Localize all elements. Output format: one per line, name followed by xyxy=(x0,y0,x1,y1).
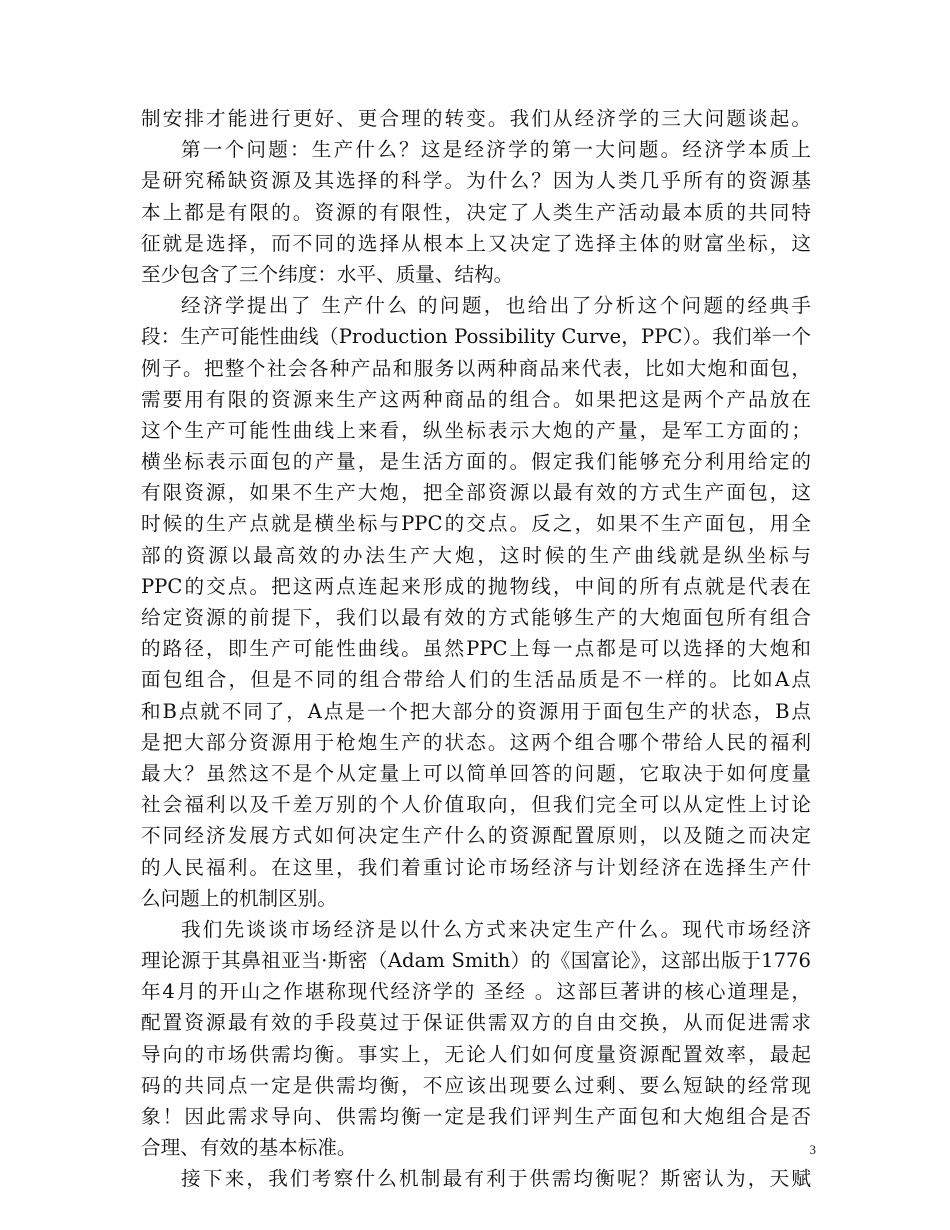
text-line: 的路径，即生产可能性曲线。虽然PPC上每一点都是可以选择的大炮和 xyxy=(141,637,811,661)
text-line: 需要用有限的资源来生产这两种商品的组合。如果把这是两个产品放在 xyxy=(141,387,811,411)
text-line: 社会福利以及千差万别的个人价值取向，但我们完全可以从定性上讨论 xyxy=(141,793,811,817)
text-line: 我们先谈谈市场经济是以什么方式来决定生产什么。现代市场经济 xyxy=(181,917,811,941)
text-line: 例子。把整个社会各种产品和服务以两种商品来代表，比如大炮和面包， xyxy=(141,356,811,380)
text-line: 配置资源最有效的手段莫过于保证供需双方的自由交换，从而促进需求 xyxy=(141,1011,811,1035)
text-line: PPC的交点。把这两点连起来形成的抛物线，中间的所有点就是代表在 xyxy=(141,574,811,598)
text-line: 是把大部分资源用于枪炮生产的状态。这两个组合哪个带给人民的福利 xyxy=(141,730,811,754)
text-line: 和B点就不同了，A点是一个把大部分的资源用于面包生产的状态，B点 xyxy=(141,699,811,723)
text-line: 这个生产可能性曲线上来看，纵坐标表示大炮的产量，是军工方面的； xyxy=(141,418,811,442)
text-line: 制安排才能进行更好、更合理的转变。我们从经济学的三大问题谈起。 xyxy=(141,107,811,130)
text-line: 合理、有效的基本标准。 xyxy=(141,1136,357,1160)
text-line: 么问题上的机制区别。 xyxy=(141,886,337,910)
text-line: 不同经济发展方式如何决定生产什么的资源配置原则，以及随之而决定 xyxy=(141,824,811,848)
text-line: 征就是选择，而不同的选择从根本上又决定了选择主体的财富坐标，这 xyxy=(141,231,811,255)
text-line: 是研究稀缺资源及其选择的科学。为什么？因为人类几乎所有的资源基 xyxy=(141,169,811,193)
text-line: 的人民福利。在这里，我们着重讨论市场经济与计划经济在选择生产什 xyxy=(141,855,811,879)
text-line: 段：生产可能性曲线（Production Possibility Curve，PPC）。我们举一个 xyxy=(141,325,811,349)
body-text xyxy=(141,103,811,1195)
text-line: 码的共同点一定是供需均衡，不应该出现要么过剩、要么短缺的经常现 xyxy=(141,1073,811,1097)
text-line: 经济学提出了 生产什么 的问题，也给出了分析这个问题的经典手 xyxy=(181,294,811,318)
text-line: 接下来，我们考察什么机制最有利于供需均衡呢？斯密认为，天赋 xyxy=(181,1167,811,1191)
text-line: 本上都是有限的。资源的有限性，决定了人类生产活动最本质的共同特 xyxy=(141,200,811,224)
text-line: 象！因此需求导向、供需均衡一定是我们评判生产面包和大炮组合是否 xyxy=(141,1105,811,1128)
text-line: 理论源于其鼻祖亚当·斯密（Adam Smith）的《国富论》，这部出版于1776 xyxy=(141,949,811,973)
text-line: 至少包含了三个纬度：水平、质量、结构。 xyxy=(141,262,514,286)
text-line: 年4月的开山之作堪称现代经济学的 圣经 。这部巨著讲的核心道理是， xyxy=(141,980,811,1004)
text-line: 给定资源的前提下，我们以最有效的方式能够生产的大炮面包所有组合 xyxy=(141,606,811,629)
text-line: 面包组合，但是不同的组合带给人们的生活品质是不一样的。比如A点 xyxy=(141,668,811,692)
text-line: 时候的生产点就是横坐标与PPC的交点。反之，如果不生产面包，用全 xyxy=(141,512,811,536)
page-number: 3 xyxy=(809,1142,816,1157)
text-line: 最大？虽然这不是个从定量上可以简单回答的问题，它取决于如何度量 xyxy=(141,761,811,785)
text-line: 有限资源，如果不生产大炮，把全部资源以最有效的方式生产面包，这 xyxy=(141,481,811,505)
text-line: 部的资源以最高效的办法生产大炮，这时候的生产曲线就是纵坐标与 xyxy=(141,543,811,567)
text-line: 导向的市场供需均衡。事实上，无论人们如何度量资源配置效率，最起 xyxy=(141,1042,811,1066)
text-line: 第一个问题：生产什么？这是经济学的第一大问题。经济学本质上 xyxy=(181,138,811,162)
text-line: 横坐标表示面包的产量，是生活方面的。假定我们能够充分利用给定的 xyxy=(141,450,811,474)
